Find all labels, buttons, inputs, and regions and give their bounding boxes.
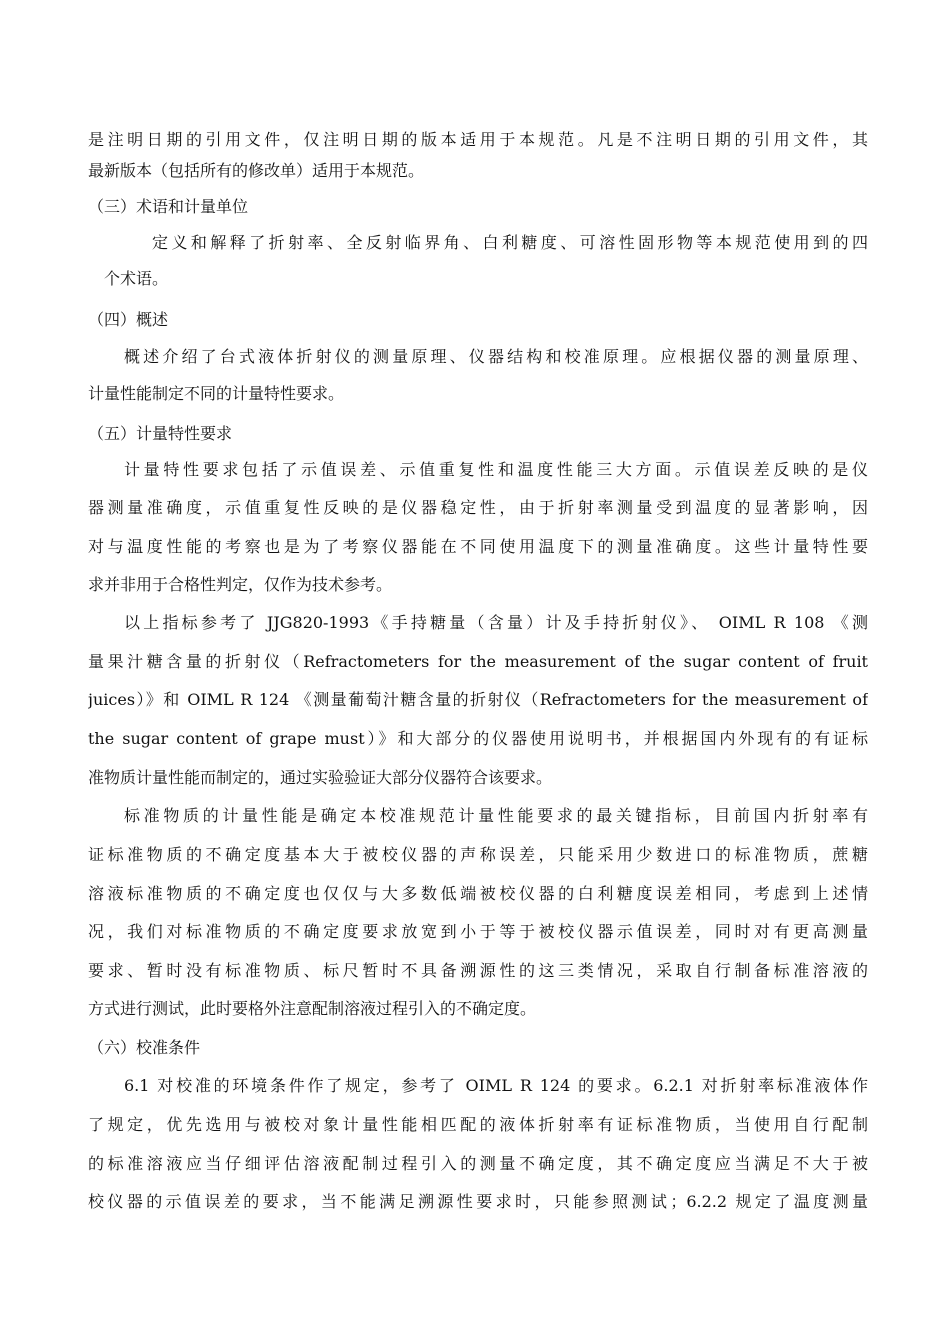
paragraph-line: 要求、暂时没有标准物质、标尺暂时不具备溯源性的这三类情况，采取自行制备标准溶液的: [88, 961, 868, 980]
paragraph-line: 对与温度性能的考察也是为了考察仪器能在不同使用温度下的测量准确度。这些计量特性要: [88, 537, 868, 556]
paragraph-line: 标准物质的计量性能是确定本校准规范计量性能要求的最关键指标，目前国内折射率有: [124, 806, 868, 825]
paragraph-line: 方式进行测试，此时要格外注意配制溶液过程引入的不确定度。: [88, 999, 537, 1018]
paragraph-line: 定义和解释了折射率、全反射临界角、白利糖度、可溶性固形物等本规范使用到的四: [152, 233, 868, 252]
paragraph-line: 计量性能制定不同的计量特性要求。: [88, 384, 345, 403]
paragraph-line: 的标准溶液应当仔细评估溶液配制过程引入的测量不确定度，其不确定度应当满足不大于被: [88, 1154, 868, 1173]
paragraph-line: 6.1 对校准的环境条件作了规定，参考了 OIML R 124 的要求。6.2.1 对折射率标准液体作: [124, 1076, 868, 1095]
section-heading-terms: （三）术语和计量单位: [88, 197, 249, 216]
paragraph-line: 概述介绍了台式液体折射仪的测量原理、仪器结构和校准原理。应根据仪器的测量原理、: [124, 347, 868, 366]
section-heading-overview: （四）概述: [88, 310, 169, 329]
paragraph-line: 溶液标准物质的不确定度也仅仅与大多数低端被校仪器的白利糖度误差相同，考虑到上述情: [88, 884, 868, 903]
section-heading-metrology: （五）计量特性要求: [88, 424, 233, 443]
paragraph-line: 是注明日期的引用文件，仅注明日期的版本适用于本规范。凡是不注明日期的引用文件，其: [88, 130, 868, 149]
paragraph-line: 证标准物质的不确定度基本大于被校仪器的声称误差，只能采用少数进口的标准物质，蔗糖: [88, 845, 868, 864]
paragraph-line: 求并非用于合格性判定，仅作为技术参考。: [88, 575, 393, 594]
paragraph-line: 校仪器的示值误差的要求，当不能满足溯源性要求时，只能参照测试；6.2.2 规定了温度测量: [88, 1192, 868, 1211]
paragraph-line: 准物质计量性能而制定的，通过实验验证大部分仪器符合该要求。: [88, 768, 553, 787]
paragraph-line: juices）》和 OIML R 124 《测量葡萄汁糖含量的折射仪（Refractometers for the measurement of: [88, 690, 868, 709]
paragraph-line: 以上指标参考了 JJG820-1993《手持糖量（含量）计及手持折射仪》、 OIML R 108 《测: [124, 613, 868, 632]
paragraph-line: 了规定，优先选用与被校对象计量性能相匹配的液体折射率有证标准物质，当使用自行配制: [88, 1115, 868, 1134]
paragraph-line: 计量特性要求包括了示值误差、示值重复性和温度性能三大方面。示值误差反映的是仪: [124, 460, 868, 479]
paragraph-line: 器测量准确度，示值重复性反映的是仪器稳定性，由于折射率测量受到温度的显著影响，因: [88, 498, 868, 517]
paragraph-line: 最新版本（包括所有的修改单）适用于本规范。: [88, 161, 425, 180]
paragraph-line: the sugar content of grape must）》和大部分的仪器使用说明书，并根据国内外现有的有证标: [88, 729, 868, 748]
paragraph-line: 况，我们对标准物质的不确定度要求放宽到小于等于被校仪器示值误差，同时对有更高测量: [88, 922, 868, 941]
paragraph-line: 个术语。: [104, 269, 169, 288]
paragraph-line: 量果汁糖含量的折射仪（Refractometers for the measurement of the sugar content of fruit: [88, 652, 868, 671]
section-heading-calibration-conditions: （六）校准条件: [88, 1038, 201, 1057]
